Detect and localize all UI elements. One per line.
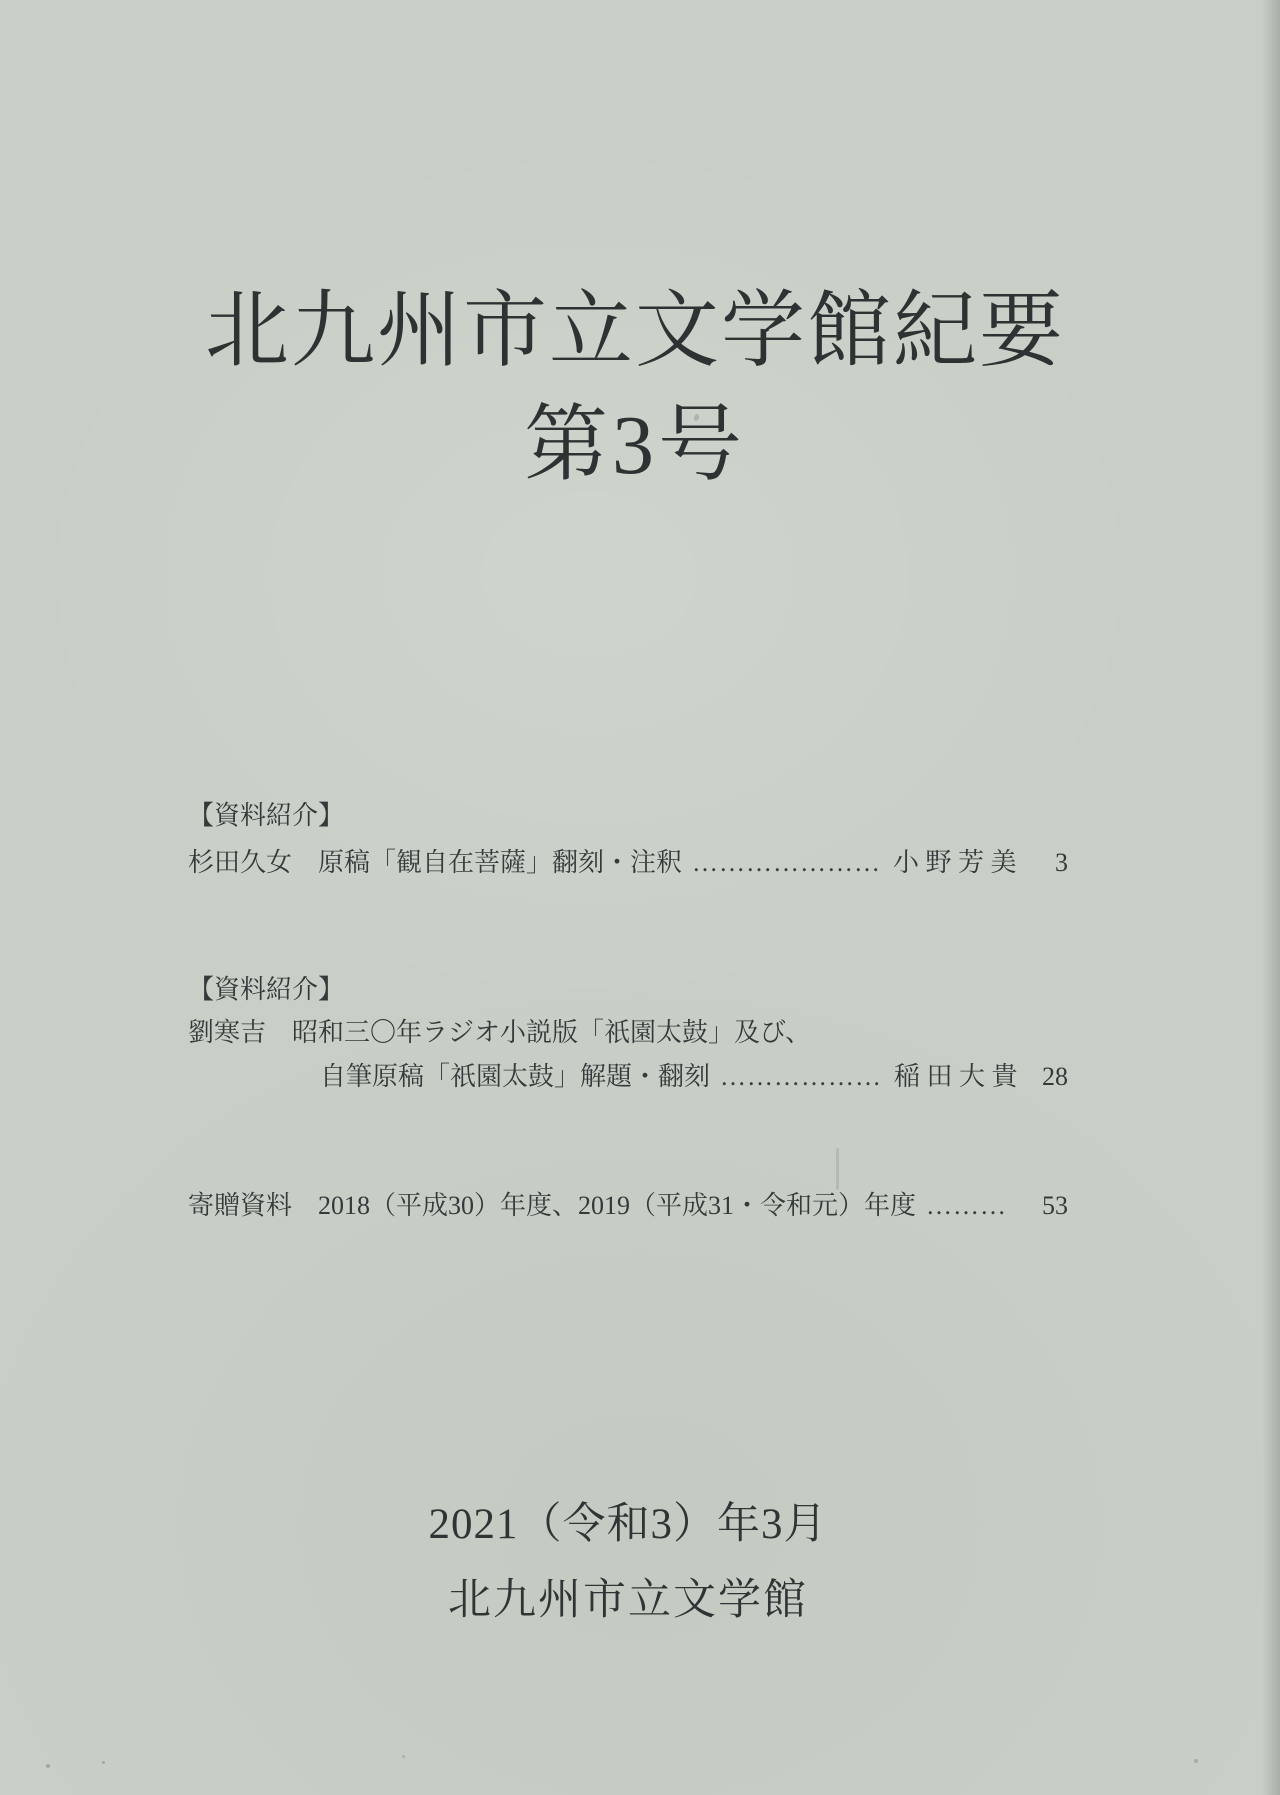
publication-date: 2021（令和3）年3月 [428,1501,828,1548]
entry-author: 小 野 芳 美 [893,848,1017,877]
toc-entry [188,1185,1068,1222]
dot-leader: ……………… [720,1062,883,1091]
toc-entry-continuation [188,1056,1068,1093]
section-category-label: 【資料紹介】 [188,975,345,1004]
publisher-name: 北九州市立文学館 [448,1577,808,1624]
entry-title: 劉寒吉 昭和三〇年ラジオ小説版「祇園太鼓」及び、 [188,1018,811,1047]
entry-page-number: 53 [1042,1191,1068,1220]
toc-entry [188,1012,1068,1049]
scan-speck [1194,1759,1198,1763]
scan-speck [402,1755,405,1758]
entry-author: 稲 田 大 貴 [894,1062,1018,1091]
journal-title: 北九州市立文学館紀要 [204,285,1065,378]
entry-title: 自筆原稿「祇園太鼓」解題・翻刻 [320,1062,711,1091]
issue-number: 第3号 [523,399,746,492]
entry-title: 杉田久女 原稿「観自在菩薩」翻刻・注釈 [188,848,683,877]
dot-leader: ……… [926,1191,1008,1220]
section-category-label: 【資料紹介】 [188,801,345,830]
scan-speck [102,1761,105,1764]
entry-page-number: 3 [1055,848,1068,877]
dot-leader: ………………… [692,848,882,877]
entry-title: 寄贈資料 2018（平成30）年度、2019（平成31・令和元）年度 [188,1191,917,1220]
scan-speck [46,1764,50,1768]
entry-page-number: 28 [1042,1062,1068,1091]
scan-scratch [836,1148,839,1190]
toc-entry [188,842,1068,879]
